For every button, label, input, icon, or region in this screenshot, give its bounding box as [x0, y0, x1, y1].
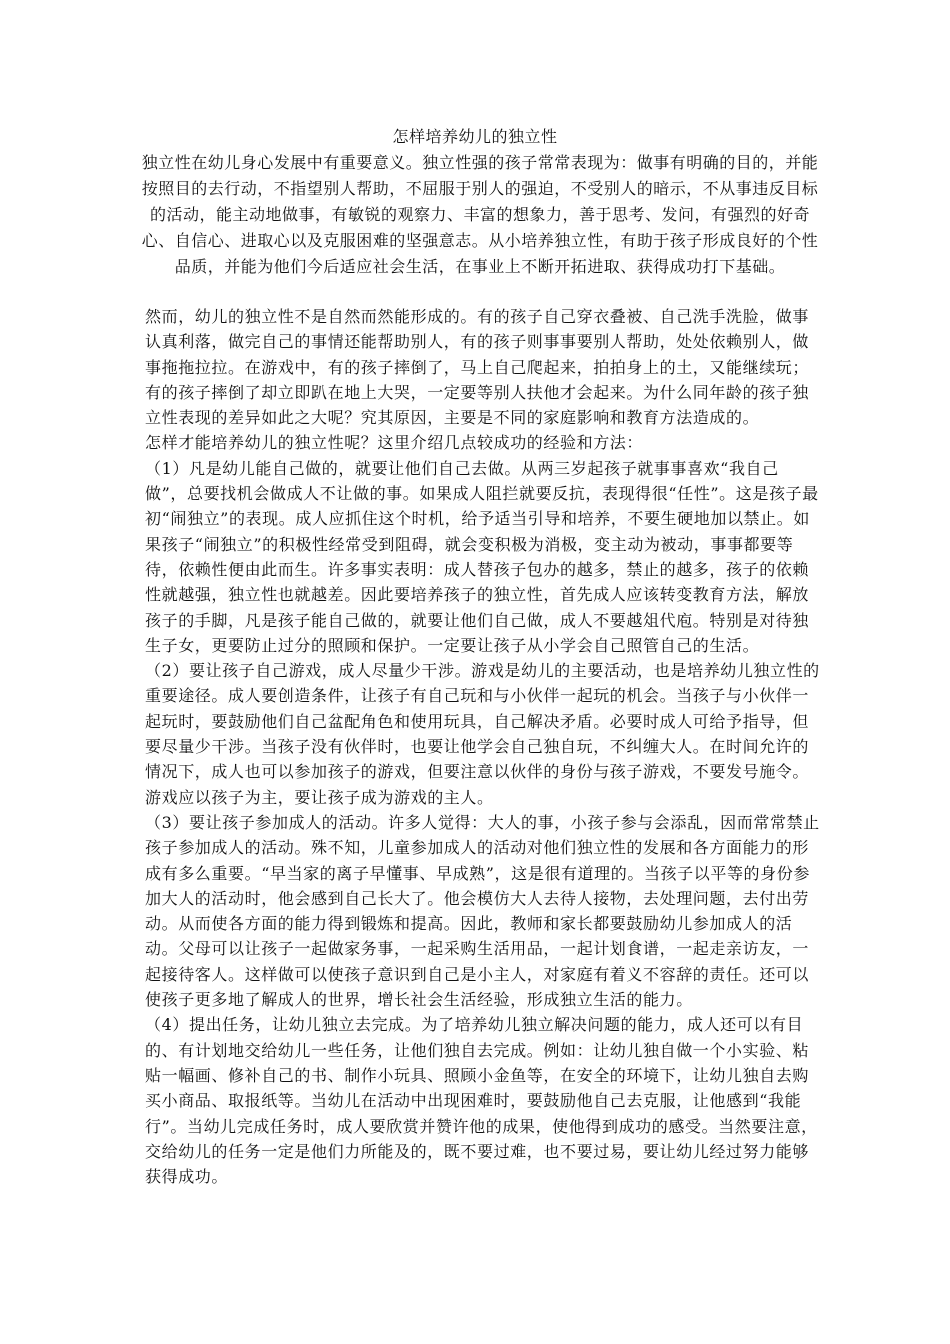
body-paragraph: 怎样才能培养幼儿的独立性呢？这里介绍几点较成功的经验和方法：: [145, 433, 644, 453]
body-paragraph: （3）要让孩子参加成人的活动。许多人觉得：大人的事，小孩子参与会添乱，因而常常禁止孩子参加成人的活动。殊不知，儿童参加成人的活动对他们独立性的发展和各方面能力的形成有多么重要。“早当家的离子早懂事、早成熟”，这是很有道理的。当孩子以平等的身份参加大人的活动时，他会感到自己长大了。他会模仿大人去待人接物，去处理问题，去付出劳动。从而使各方面的能力得到锻炼和提高。因此，教师和家长都要鼓励幼儿参加成人的活动。父母可以让孩子一起做家务事，一起采购生活用品，一起计划食谱，一起走亲访友，一起接待客人。这样做可以使孩子意识到自己是小主人，对家庭有着义不容辞的责任。还可以使孩子更多地了解成人的世界，增长社会生活经验，形成独立生活的能力。: [145, 812, 820, 1010]
document-body: [145, 304, 820, 1189]
document-title: 怎样培养幼儿的独立性: [392, 127, 558, 146]
body-paragraph: （1）凡是幼儿能自己做的，就要让他们自己去做。从两三岁起孩子就事事喜欢“我自己做”，总要找机会做成人不让做的事。如果成人阻拦就要反抗，表现得很“任性”。这是孩子最初“闹独立”的表现。成人应抓住这个时机，给予适当引导和培养，不要生硬地加以禁止。如果孩子“闹独立”的积极性经常受到阻碍，就会变积极为消极，变主动为被动，事事都要等待，依赖性便由此而生。许多事实表明：成人替孩子包办的越多，禁止的越多，孩子的依赖性就越强，独立性也就越差。因此要培养孩子的独立性，首先成人应该转变教育方法，解放孩子的手脚，凡是孩子能自己做的，就要让他们自己做，成人不要越俎代庖。特别是对待独生子女，更要防止过分的照顾和保护。一定要让孩子从小学会自己照管自己的生活。: [145, 458, 819, 655]
body-paragraph: 然而，幼儿的独立性不是自然而然能形成的。有的孩子自己穿衣叠被、自己洗手洗脸，做事认真利落，做完自己的事情还能帮助别人，有的孩子则事事要别人帮助，处处依赖别人，做事拖拖拉拉。在游戏中，有的孩子摔倒了，马上自己爬起来，拍拍身上的土，又能继续玩；有的孩子摔倒了却立即趴在地上大哭，一定要等别人扶他才会起来。为什么同年龄的孩子独立性表现的差异如此之大呢？究其原因，主要是不同的家庭影响和教育方法造成的。: [145, 307, 810, 428]
body-paragraph: （2）要让孩子自己游戏，成人尽量少干涉。游戏是幼儿的主要活动，也是培养幼儿独立性的重要途径。成人要创造条件，让孩子有自己玩和与小伙伴一起玩的机会。当孩子与小伙伴一起玩时，要鼓励他们自己盆配角色和使用玩具，自己解决矛盾。必要时成人可给予指导，但要尽量少干涉。当孩子没有伙伴时，也要让他学会自己独自玩，不纠缠大人。在时间允许的情况下，成人也可以参加孩子的游戏，但要注意以伙伴的身份与孩子游戏，不要发号施令。游戏应以孩子为主，要让孩子成为游戏的主人。: [145, 661, 820, 807]
body-paragraph: （4）提出任务，让幼儿独立去完成。为了培养幼儿独立解决问题的能力，成人还可以有目的、有计划地交给幼儿一些任务，让他们独自去完成。例如：让幼儿独自做一个小实验、粘贴一幅画、修补自己的书、制作小玩具、照顾小金鱼等，在安全的环境下，让幼儿独自去购买小商品、取报纸等。当幼儿在活动中出现困难时，要鼓励他自己去克服，让他感到“我能行”。当幼儿完成任务时，成人要欣赏并赞许他的成果，使他得到成功的感受。当然要注意，交给幼儿的任务一定是他们力所能及的，既不要过难，也不要过易，要让幼儿经过努力能够获得成功。: [145, 1015, 818, 1187]
intro-paragraph: 独立性在幼儿身心发展中有重要意义。独立性强的孩子常常表现为：做事有明确的目的，并能按照目的去行动，不指望别人帮助，不屈服于别人的强迫，不受别人的暗示，不从事违反目标的活动，能主动地做事，有敏锐的观察力、丰富的想象力，善于思考、发问，有强烈的好奇心、自信心、进取心以及克服困难的坚强意志。从小培养独立性，有助于孩子形成良好的个性品质，并能为他们今后适应社会生活，在事业上不断开拓进取、获得成功打下基础。: [141, 153, 819, 276]
